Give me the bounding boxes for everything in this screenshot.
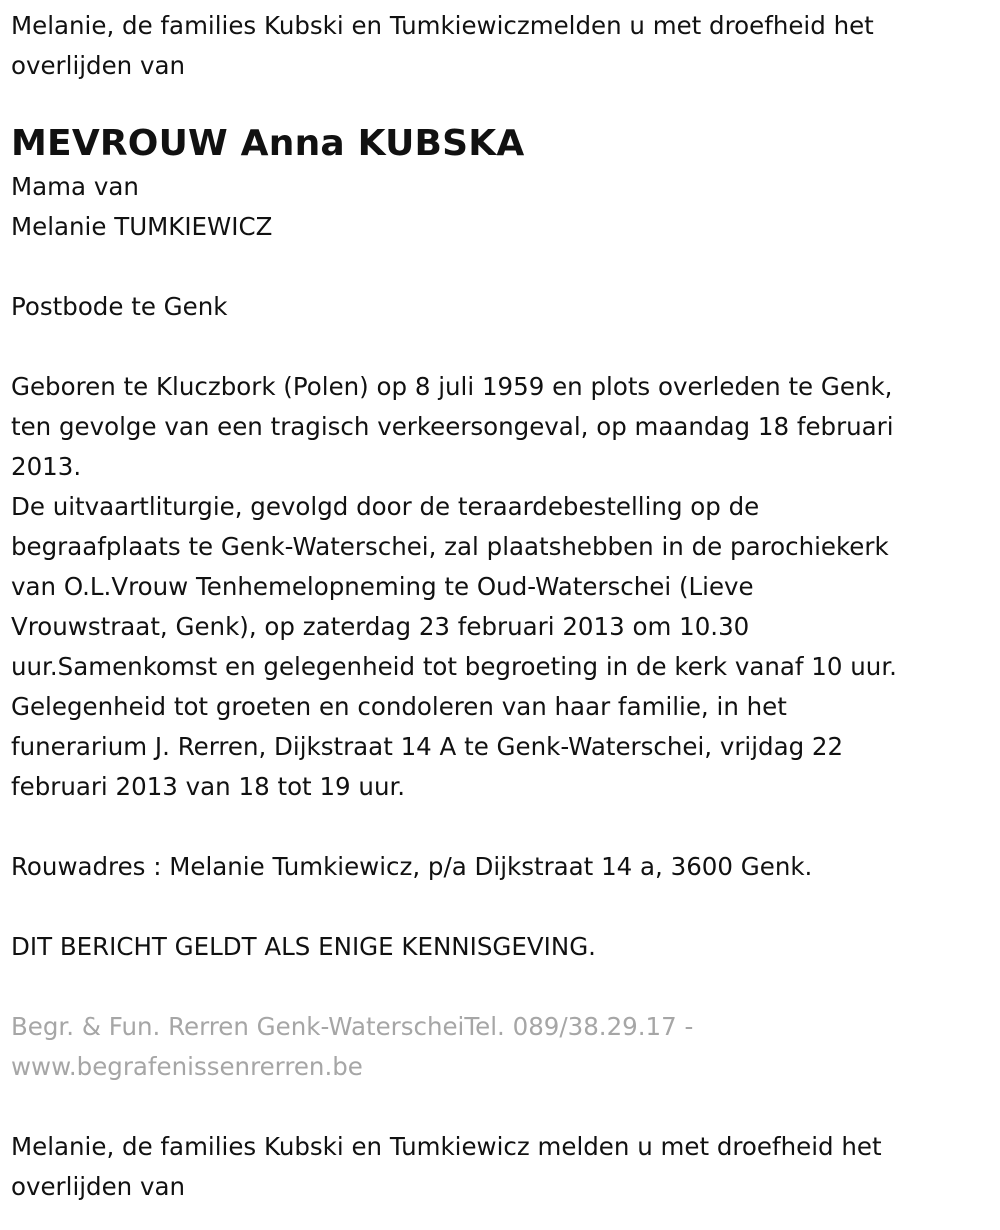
body-line: begraafplaats te Genk-Waterschei, zal plaatshebben in de parochiekerk [11, 532, 889, 561]
outro-line: overlijden van [11, 1172, 186, 1201]
intro-line: Melanie, de families Kubski en Tumkiewiczmelden u met droefheid het [11, 11, 874, 40]
body-line: februari 2013 van 18 tot 19 uur. [11, 772, 406, 801]
spacer [11, 327, 982, 367]
body-line: Gelegenheid tot groeten en condoleren van haar familie, in het [11, 692, 787, 721]
spacer [11, 967, 982, 1007]
body-line: ten gevolge van een tragisch verkeersongeval, op maandag 18 februari [11, 412, 894, 441]
outro-line: Melanie, de families Kubski en Tumkiewicz melden u met droefheid het [11, 1132, 882, 1161]
body-paragraph [11, 367, 982, 807]
relation-paragraph [11, 167, 982, 247]
body-line: van O.L.Vrouw Tenhemelopneming te Oud-Waterschei (Lieve [11, 572, 754, 601]
funeral-home-line: Begr. & Fun. Rerren Genk-WaterscheiTel. 089/38.29.17 - [11, 1012, 694, 1041]
relation-line: Mama van [11, 172, 139, 201]
outro-paragraph [11, 1127, 982, 1207]
body-line: Vrouwstraat, Genk), op zaterdag 23 februari 2013 om 10.30 [11, 612, 750, 641]
deceased-name-title: MEVROUW Anna KUBSKA [11, 123, 525, 164]
body-line: uur.Samenkomst en gelegenheid tot begroeting in de kerk vanaf 10 uur. [11, 652, 897, 681]
relation-line: Melanie TUMKIEWICZ [11, 212, 273, 241]
body-line: Geboren te Kluczbork (Polen) op 8 juli 1959 en plots overleden te Genk, [11, 372, 893, 401]
mourning-address: Rouwadres : Melanie Tumkiewicz, p/a Dijkstraat 14 a, 3600 Genk. [11, 852, 813, 881]
occupation-line: Postbode te Genk [11, 292, 228, 321]
funeral-home-website: www.begrafenissenrerren.be [11, 1052, 363, 1081]
spacer [11, 807, 982, 847]
funeral-home-footer [11, 1007, 982, 1087]
intro-paragraph [11, 6, 982, 86]
spacer [11, 1087, 982, 1127]
sole-notice: DIT BERICHT GELDT ALS ENIGE KENNISGEVING. [11, 932, 596, 961]
intro-line: overlijden van [11, 51, 186, 80]
body-line: funerarium J. Rerren, Dijkstraat 14 A te Genk-Waterschei, vrijdag 22 [11, 732, 844, 761]
body-line: De uitvaartliturgie, gevolgd door de teraardebestelling op de [11, 492, 760, 521]
spacer [11, 887, 982, 927]
body-line: 2013. [11, 452, 82, 481]
spacer [11, 247, 982, 287]
